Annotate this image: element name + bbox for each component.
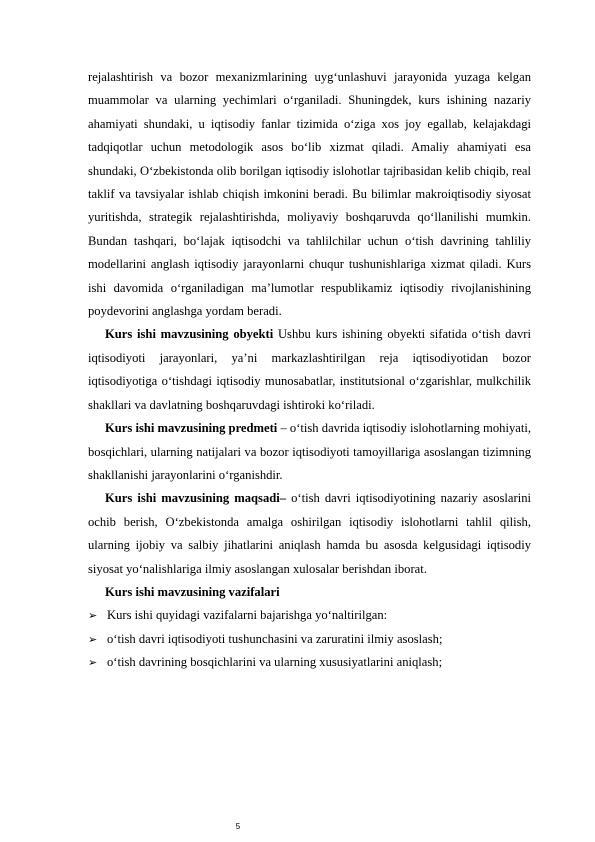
list-item-text: o‘tish davrining bosqichlarini va ularning xususiyatlarini aniqlash; [107,655,443,670]
arrowhead-bullet-icon: ➢ [88,609,98,623]
subject-text: – o‘tish davrida iqtisodiy islohotlarning mohiyati, bosqichlari, ularning natijalari va bozor iqtisodiyoti tamoyillariga asoslangan tizimning shakllanishi jarayonlarini o‘rganishdir. [88,421,531,482]
object-text: Ushbu kurs ishining obyekti sifatida o‘tish davri iqtisodiyoti jarayonlari, ya’ni markazlashtirilgan reja iqtisodiyotidan bozor iqtisodiyotiga o‘tishdagi iqtisodiy munosabatlar, institutsional o‘zgarishlar, mulkchilik shakllari va davlatning boshqaruvdagi ishtiroki ko‘riladi. [88,327,531,412]
list-item [88,604,531,627]
goal-heading: Kurs ishi mavzusining maqsadi– [105,491,287,506]
list-item-text: o‘tish davri iqtisodiyoti tushunchasini va zaruratini ilmiy asoslash; [107,631,443,646]
object-heading: Kurs ishi mavzusining obyekti [105,327,274,342]
list-item-text: Kurs ishi quyidagi vazifalarni bajarishga yo‘naltirilgan: [107,608,388,623]
tasks-heading: Kurs ishi mavzusining vazifalari [105,584,280,599]
document-page [88,66,531,675]
subject-heading: Kurs ishi mavzusining predmeti [105,421,278,436]
goal-text: o‘tish davri iqtisodiyotining nazariy asoslarini ochib berish, O‘zbekistonda amalga oshirilgan iqtisodiy islohotlarni tahlil qilish, ularning ijobiy va salbiy jihatlarini aniqlash hamda bu asosda kelgusidagi iqtisodiy siyosat yo‘nalishlariga ilmiy asoslangan xulosalar berishdan iborat. [88,491,531,576]
intro-paragraph: rejalashtirish va bozor mexanizmlarining uyg‘unlashuvi jarayonida yuzaga kelgan muammolar va ularning yechimlari o‘rganiladi. Shuningdek, kurs ishining nazariy ahamiyati shundaki, u iqtisodiy fanlar tizimida o‘ziga xos joy egallab, kelajakdagi tadqiqotlar uchun metodologik asos bo‘lib xizmat qiladi. Amaliy ahamiyati esa shundaki, O‘zbekistonda olib borilgan iqtisodiy islohotlar tajribasidan kelib chiqib, real taklif va tavsiyalar ishlab chiqish imkonini beradi. Bu bilimlar makroiqtisodiy siyosat yuritishda, strategik rejalashtirishda, moliyaviy boshqaruvda qo‘llanilishi mumkin. Bundan tashqari, bo‘lajak iqtisodchi va tahlilchilar uchun o‘tish davrining tahliliy modellarini anglash iqtisodiy jarayonlarni chuqur tushunishlariga xizmat qiladi. Kurs ishi davomida o‘rganiladigan ma’lumotlar respublikamiz iqtisodiy rivojlanishining poydevorini anglashga yordam beradi. [88,70,531,319]
goal-paragraph [88,487,531,581]
arrowhead-bullet-icon: ➢ [88,656,98,670]
object-paragraph [88,323,531,417]
arrowhead-bullet-icon: ➢ [88,632,98,646]
page-number: 5 [235,822,241,831]
list-item [88,628,531,651]
list-item [88,651,531,674]
subject-paragraph [88,417,531,487]
